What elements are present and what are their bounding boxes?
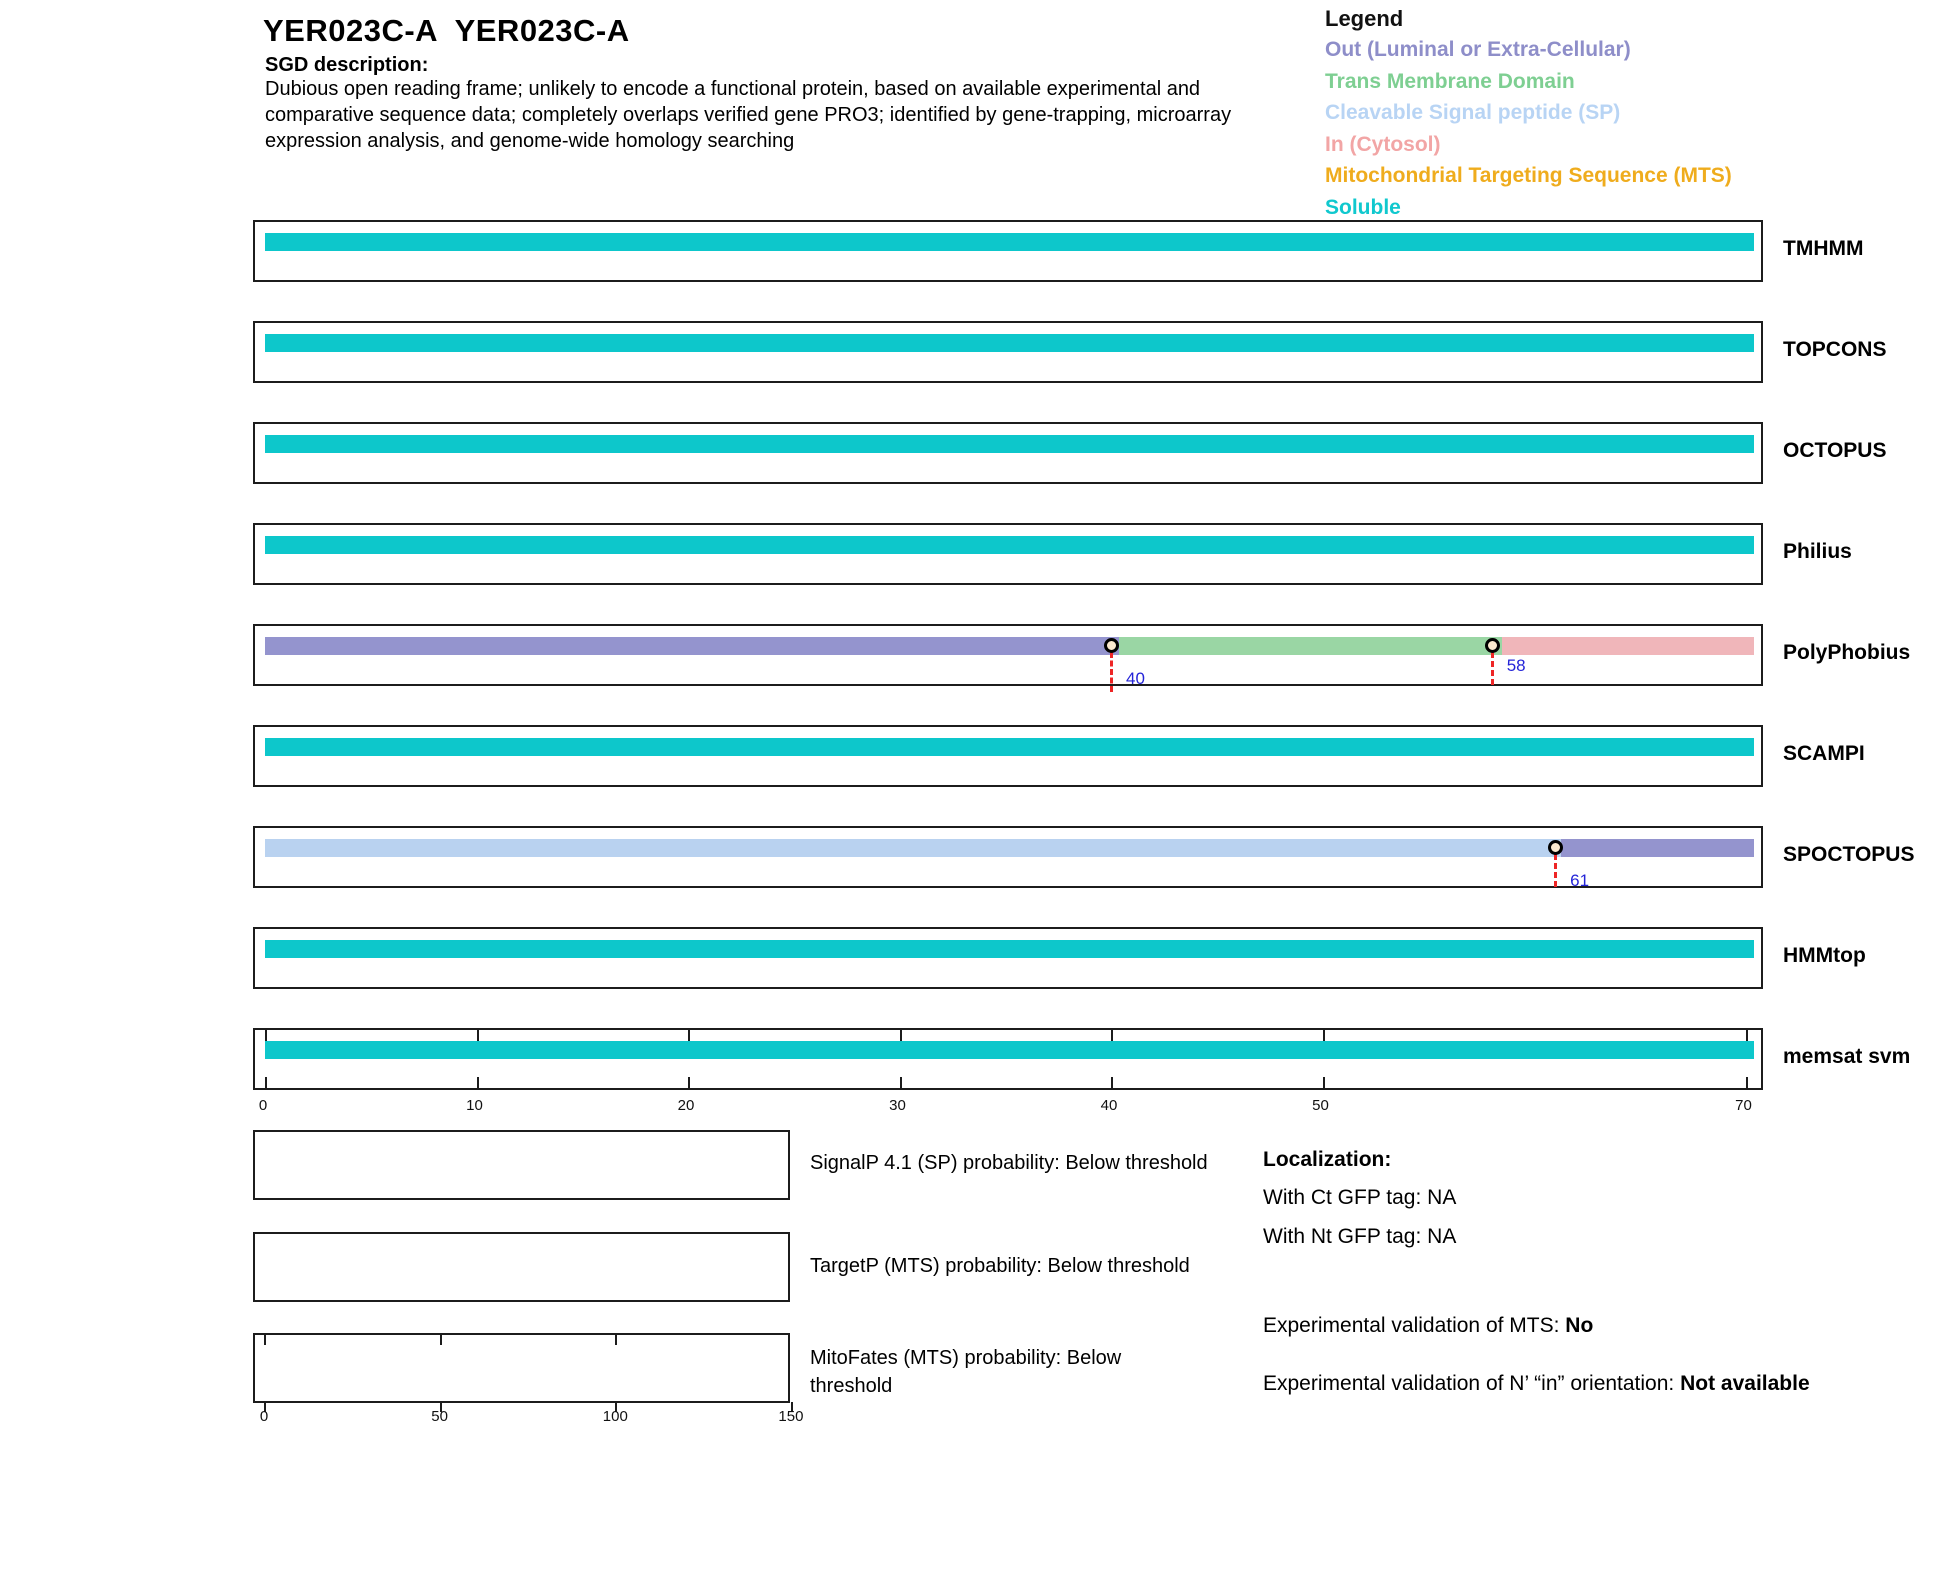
track-box-memsat-svm: [253, 1028, 1763, 1090]
segment-soluble: [265, 738, 1754, 756]
boundary-position-label: 58: [1506, 656, 1526, 675]
mini-axis-tick-label: 0: [259, 1408, 269, 1425]
ruler-tick-bottom: [688, 1077, 690, 1088]
track-box-philius: [253, 523, 1763, 585]
localization-title: Localization:: [1263, 1148, 1392, 1171]
boundary-position-label: 61: [1570, 871, 1590, 890]
x-axis-tick-label: 70: [1735, 1097, 1752, 1114]
orientation-validation-line: [1263, 1366, 1848, 1402]
x-axis-tick-label: 30: [889, 1097, 906, 1114]
spacer: [1263, 1264, 1848, 1308]
mts-validation-line: [1263, 1308, 1848, 1344]
probability-plot-label-2: MitoFates (MTS) probability: Below threshold: [810, 1347, 1122, 1397]
sgd-description-line: expression analysis, and genome-wide homology searching: [265, 130, 795, 152]
ruler-tick-bottom: [1746, 1077, 1748, 1088]
segment-in: [1502, 637, 1754, 655]
mini-axis-tick-label: 50: [431, 1408, 448, 1425]
boundary-dash-line: [1110, 652, 1113, 692]
track-box-octopus: [253, 422, 1763, 484]
probability-plot-label-0: SignalP 4.1 (SP) probability: Below threshold: [810, 1152, 1208, 1174]
probability-plot-box-0: [253, 1130, 790, 1200]
ruler-tick-top: [265, 1030, 267, 1041]
legend-item-sp: Cleavable Signal peptide (SP): [1325, 101, 1621, 124]
x-axis-tick-label: 20: [677, 1097, 695, 1114]
localization-block: [1263, 1148, 1848, 1424]
track-label-topcons: TOPCONS: [1783, 338, 1887, 361]
segment-out: [1561, 839, 1753, 857]
track-box-spoctopus: [253, 826, 1763, 888]
legend-title: Legend: [1325, 6, 1404, 31]
ruler-tick-bottom: [1111, 1077, 1113, 1088]
segment-out: [265, 637, 1119, 655]
x-axis-tick-label: 50: [1312, 1097, 1329, 1114]
sgd-description-line: comparative sequence data; completely overlaps verified gene PRO3; identified by gene-trapping, microarray: [265, 104, 1232, 126]
track-label-spoctopus: SPOCTOPUS: [1783, 843, 1915, 866]
segment-soluble: [265, 536, 1754, 554]
track-box-tmhmm: [253, 220, 1763, 282]
mini-axis-tick-top: [264, 1335, 266, 1345]
mts-validation-label: Experimental validation of MTS:: [1263, 1314, 1566, 1337]
track-label-polyphobius: PolyPhobius: [1783, 641, 1911, 664]
ruler-tick-top: [1111, 1030, 1113, 1041]
segment-sp: [265, 839, 1561, 857]
sgd-description-line: Dubious open reading frame; unlikely to encode a functional protein, based on available experimental and: [265, 78, 1201, 100]
boundary-marker-circle: [1485, 638, 1500, 653]
mini-axis-tick-top: [615, 1335, 617, 1345]
mini-axis-tick-label: 100: [602, 1408, 628, 1425]
segment-soluble: [265, 334, 1754, 352]
x-axis-tick-label: 40: [1100, 1097, 1118, 1114]
ruler-tick-bottom: [477, 1077, 479, 1088]
ruler-tick-top: [1323, 1030, 1325, 1041]
legend-item-out: Out (Luminal or Extra-Cellular): [1325, 38, 1631, 61]
track-label-scampi: SCAMPI: [1783, 742, 1865, 765]
track-box-polyphobius: [253, 624, 1763, 686]
sgd-description-text: [265, 76, 1325, 154]
legend-item-in: In (Cytosol): [1325, 132, 1441, 156]
segment-tm: [1119, 637, 1502, 655]
ruler-tick-bottom: [900, 1077, 902, 1088]
segment-soluble: [265, 233, 1754, 251]
ruler-tick-bottom: [265, 1077, 267, 1088]
orientation-validation-value: Not available: [1680, 1372, 1810, 1395]
ruler-tick-top: [1746, 1030, 1748, 1041]
boundary-marker-circle: [1104, 638, 1119, 653]
sgd-description-label: SGD description:: [265, 54, 429, 76]
track-label-philius: Philius: [1783, 540, 1852, 563]
boundary-dash-line: [1554, 854, 1557, 887]
segment-soluble: [265, 435, 1754, 453]
ruler-tick-top: [688, 1030, 690, 1041]
track-label-memsat-svm: memsat svm: [1783, 1045, 1911, 1068]
track-label-tmhmm: TMHMM: [1783, 237, 1864, 260]
page-title: YER023C-A YER023C-A: [263, 13, 630, 48]
legend-item-tm: Trans Membrane Domain: [1325, 69, 1575, 93]
mini-axis-tick-top: [440, 1335, 442, 1345]
probability-plot-box-2: [253, 1333, 804, 1425]
boundary-dash-line: [1491, 652, 1494, 685]
ruler-tick-top: [477, 1030, 479, 1041]
segment-soluble: [265, 1041, 1754, 1059]
probability-plot-box-1: [253, 1232, 790, 1302]
mini-axis-tick-label: 150: [778, 1408, 804, 1425]
legend: [1325, 4, 1732, 223]
track-box-scampi: [253, 725, 1763, 787]
legend-item-soluble: Soluble: [1325, 195, 1401, 219]
track-box-hmmtop: [253, 927, 1763, 989]
nt-gfp-line: With Nt GFP tag: NA: [1263, 1225, 1457, 1248]
probability-plot-label-1: TargetP (MTS) probability: Below threshold: [810, 1255, 1190, 1277]
mts-validation-value: No: [1565, 1314, 1594, 1337]
orientation-validation-label: Experimental validation of N’ “in” orientation:: [1263, 1372, 1681, 1395]
x-axis-tick-label: 0: [258, 1097, 268, 1114]
track-box-topcons: [253, 321, 1763, 383]
ct-gfp-line: With Ct GFP tag: NA: [1263, 1186, 1457, 1209]
track-label-hmmtop: HMMtop: [1783, 944, 1866, 967]
ruler-tick-top: [900, 1030, 902, 1041]
boundary-position-label: 40: [1126, 669, 1145, 688]
ruler-tick-bottom: [1323, 1077, 1325, 1088]
segment-soluble: [265, 940, 1754, 958]
legend-item-mts: Mitochondrial Targeting Sequence (MTS): [1325, 164, 1732, 187]
x-axis-tick-label: 10: [466, 1097, 483, 1114]
track-label-octopus: OCTOPUS: [1783, 439, 1887, 462]
